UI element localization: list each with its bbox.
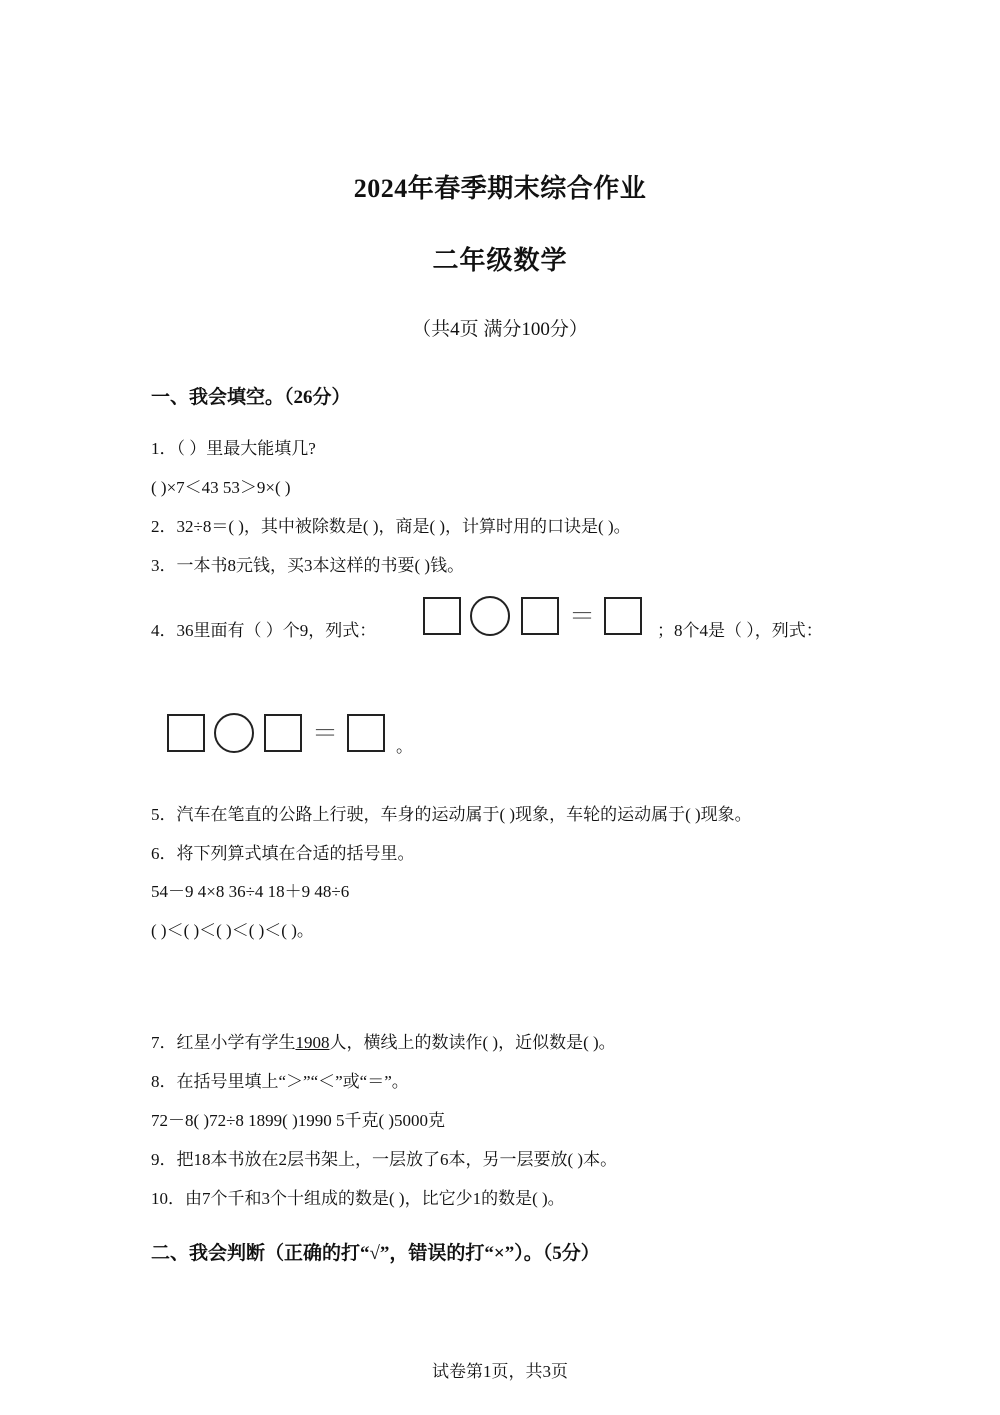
question-1-line2: ( )×7＜43 53＞9×( ): [151, 478, 291, 497]
equals-sign: ＝: [569, 602, 596, 631]
question-4-part1: 4．36里面有（ ）个9，列式：: [151, 621, 377, 640]
exam-subject: 二年级数学: [432, 246, 568, 275]
question-1: 1．（ ）里最大能填几?: [151, 439, 316, 458]
question-7-number: 1908: [295, 1033, 330, 1052]
answer-box: [423, 597, 461, 635]
question-6-expressions: 54－9 4×8 36÷4 18＋9 48÷6: [151, 882, 350, 901]
section2-heading: 二、我会判断（正确的打“√”，错误的打“×”）。（5分）: [151, 1243, 600, 1264]
question-10: 10．由7个千和3个十组成的数是( )，比它少1的数是( )。: [151, 1189, 565, 1208]
question-4-end: 。: [396, 737, 413, 756]
page-footer: 试卷第1页，共3页: [432, 1362, 568, 1381]
question-7: [151, 1032, 616, 1054]
question-8: 8．在括号里填上“＞”“＜”或“＝”。: [151, 1072, 409, 1091]
question-6: 6．将下列算式填在合适的括号里。: [151, 844, 415, 863]
answer-box: [167, 714, 205, 752]
question-2: 2．32÷8＝( )，其中被除数是( )，商是( )，计算时用的口诀是( )。: [151, 517, 631, 536]
equals-sign: ＝: [312, 719, 339, 748]
answer-box: [604, 597, 642, 635]
question-9: 9．把18本书放在2层书架上，一层放了6本，另一层要放( )本。: [151, 1150, 618, 1169]
question-4-part2: ；8个4是（ ），列式：: [657, 621, 823, 640]
section1-heading: 一、我会填空。（26分）: [151, 387, 351, 408]
question-7-rest: 人，横线上的数读作( )，近似数是( )。: [329, 1033, 616, 1052]
answer-box: [521, 597, 559, 635]
operator-circle: [470, 596, 510, 636]
question-3: 3．一本书8元钱，买3本这样的书要( )钱。: [151, 556, 465, 575]
operator-circle: [214, 713, 254, 753]
answer-box: [264, 714, 302, 752]
question-7-text: 7．红星小学有学生: [151, 1033, 296, 1052]
question-8-items: 72－8( )72÷8 1899( )1990 5千克( )5000克: [151, 1111, 446, 1130]
question-6-order: ( )＜( )＜( )＜( )＜( )。: [151, 921, 314, 940]
answer-box: [347, 714, 385, 752]
question-5: 5．汽车在笔直的公路上行驶，车身的运动属于( )现象，车轮的运动属于( )现象。: [151, 805, 752, 824]
exam-info: （共4页 满分100分）: [412, 319, 588, 340]
exam-title: 2024年春季期末综合作业: [353, 174, 647, 203]
